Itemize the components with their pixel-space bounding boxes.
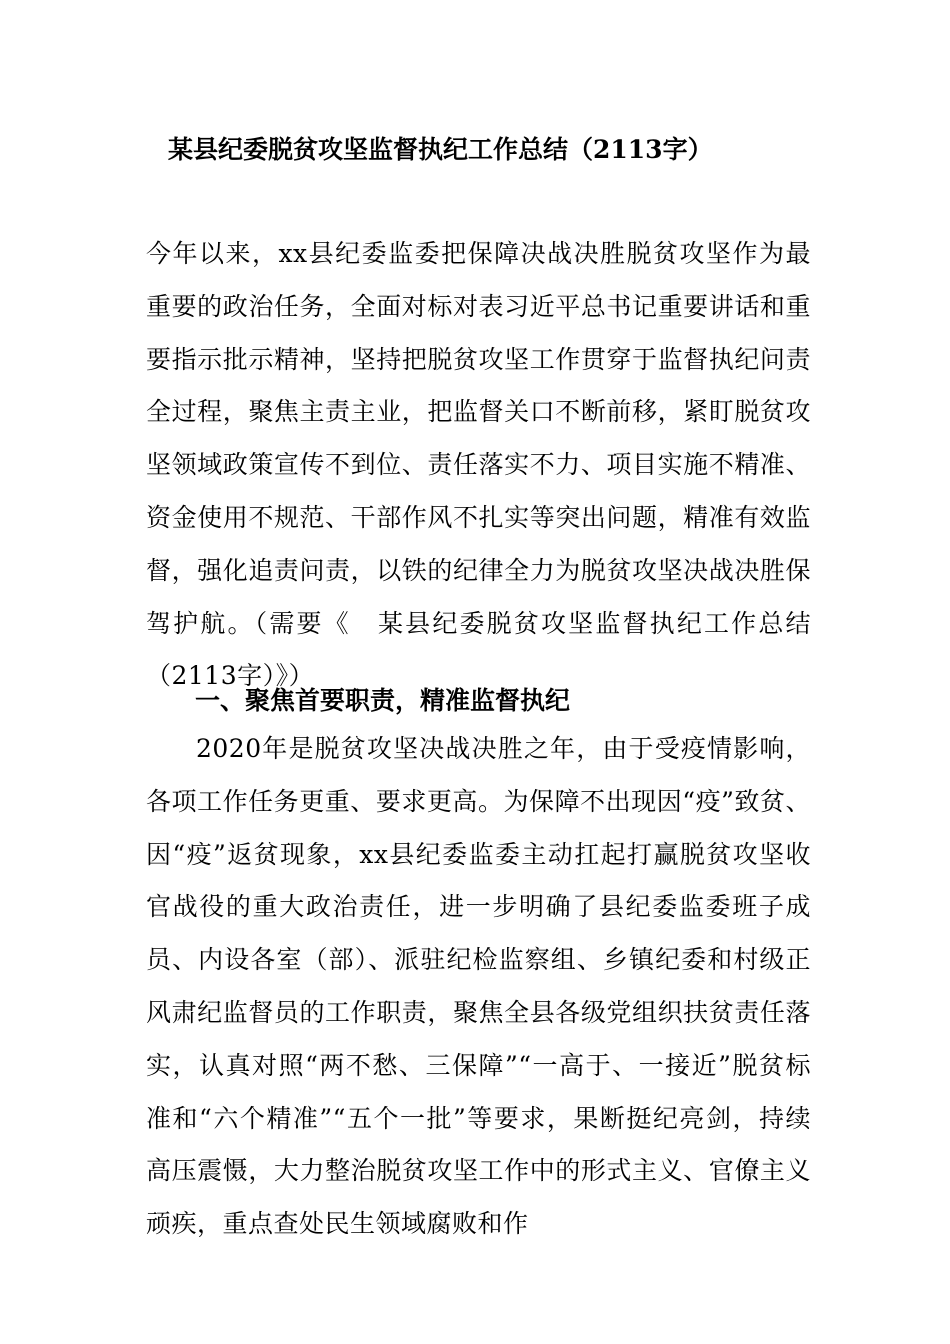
intro-paragraph: 今年以来，xx县纪委监委把保障决战决胜脱贫攻坚作为最重要的政治任务，全面对标对表习近平总书记重要讲话和重要指示批示精神，坚持把脱贫攻坚工作贯穿于监督执纪问责全过程，聚焦主责主业，把监督关口不断前移，紧盯脱贫攻坚领域政策宣传不到位、责任落实不力、项目实施不精准、资金使用不规范、干部作风不扎实等突出问题，精准有效监督，强化追责问责，以铁的纪律全力为脱贫攻坚决战决胜保驾护航。（需要《 某县纪委脱贫攻坚监督执纪工作总结（2113字）》） [146, 239, 811, 691]
document-title: 某县纪委脱贫攻坚监督执纪工作总结（2113字） [168, 135, 713, 164]
section-heading: 一、聚焦首要职责，精准监督执纪 [195, 686, 571, 715]
section-paragraph: 2020年是脱贫攻坚决战决胜之年，由于受疫情影响，各项工作任务更重、要求更高。为保障不出现因“疫”致贫、因“疫”返贫现象，xx县纪委监委主动扛起打赢脱贫攻坚收官战役的重大政治责任，进一步明确了县纪委监委班子成员、内设各室（部）、派驻纪检监察组、乡镇纪委和村级正风肃纪监督员的工作职责，聚焦全县各级党组织扶贫责任落实，认真对照“两不愁、三保障”“一高于、一接近”脱贫标准和“六个精准”“五个一批”等要求，果断挺纪亮剑，持续高压震慑，大力整治脱贫攻坚工作中的形式主义、官僚主义顽疾，重点查处民生领域腐败和作 [146, 734, 811, 1239]
